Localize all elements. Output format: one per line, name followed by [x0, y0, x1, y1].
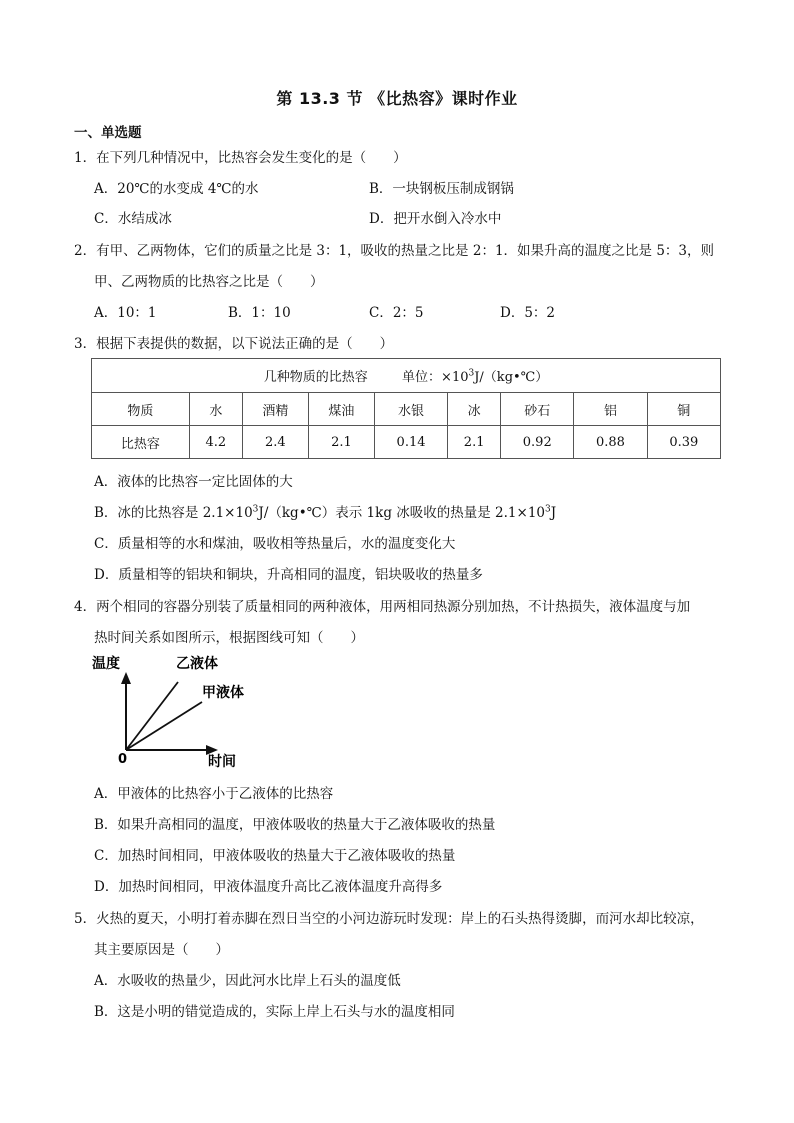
- question-2-stem-line-1: 2．有甲、乙两物体，它们的质量之比是 3：1，吸收的热量之比是 2：1．如果升高的温度之比是 5：3，则: [74, 243, 714, 259]
- y-axis-label: 温度: [92, 656, 120, 672]
- table-cell: 物质: [92, 393, 190, 426]
- question-4-option-b: B．如果升高相同的温度，甲液体吸收的热量大于乙液体吸收的热量: [94, 817, 496, 833]
- question-1-option-a: A．20℃的水变成 4℃的水: [94, 181, 259, 197]
- table-cell: 水: [189, 393, 242, 426]
- table-cell: 0.92: [501, 426, 574, 459]
- line-jia-label: 甲液体: [202, 685, 244, 701]
- x-axis-label: 时间: [208, 754, 236, 770]
- table-cell: 酒精: [242, 393, 308, 426]
- question-1-option-c: C．水结成冰: [94, 211, 172, 227]
- table-cell: 铝: [574, 393, 647, 426]
- question-3-stem: 3．根据下表提供的数据，以下说法正确的是（ ）: [74, 336, 394, 352]
- table-cell: 煤油: [308, 393, 374, 426]
- y-axis-arrow-icon: [121, 672, 131, 684]
- table-header-row: [92, 393, 721, 426]
- question-4-option-d: D．加热时间相同，甲液体温度升高比乙液体温度升高得多: [94, 879, 443, 895]
- question-1-option-d: D．把开水倒入冷水中: [369, 211, 502, 227]
- question-3-option-c: C．质量相等的水和煤油，吸收相等热量后，水的温度变化大: [94, 536, 456, 552]
- specific-heat-table: [91, 358, 721, 459]
- question-2-option-c: C．2：5: [369, 305, 424, 321]
- table-cell: 铜: [647, 393, 720, 426]
- question-2-stem-line-2: 甲、乙两物质的比热容之比是（ ）: [94, 274, 324, 290]
- table-cell: 0.88: [574, 426, 647, 459]
- question-2-option-d: D．5：2: [500, 305, 556, 321]
- table-cell: 0.14: [374, 426, 447, 459]
- question-5-option-a: A．水吸收的热量少，因此河水比岸上石头的温度低: [94, 973, 401, 989]
- question-1-option-b: B．一块钢板压制成钢锅: [369, 181, 514, 197]
- table-row: [92, 426, 721, 459]
- question-5-option-b: B．这是小明的错觉造成的，实际上岸上石头与水的温度相同: [94, 1004, 455, 1020]
- question-4-stem-line-1: 4．两个相同的容器分别装了质量相同的两种液体，用两相同热源分别加热，不计热损失，液体温度与加: [74, 599, 691, 615]
- table-cell: 比热容: [92, 426, 190, 459]
- table-cell: 4.2: [189, 426, 242, 459]
- question-3-option-d: D．质量相等的铝块和铜块，升高相同的温度，铝块吸收的热量多: [94, 567, 483, 583]
- question-1-stem: 1．在下列几种情况中，比热容会发生变化的是（ ）: [74, 150, 407, 166]
- table-cell: 2.1: [448, 426, 501, 459]
- question-4-option-c: C．加热时间相同，甲液体吸收的热量大于乙液体吸收的热量: [94, 848, 456, 864]
- question-4-option-a: A．甲液体的比热容小于乙液体的比热容: [94, 786, 334, 802]
- table-cell: 2.1: [308, 426, 374, 459]
- question-5-stem-line-1: 5．火热的夏天，小明打着赤脚在烈日当空的小河边游玩时发现：岸上的石头热得烫脚，而河水却比较凉，: [74, 911, 704, 927]
- table-cell: 冰: [448, 393, 501, 426]
- question-2-option-b: B．1：10: [228, 305, 291, 321]
- table-cell: 水银: [374, 393, 447, 426]
- line-yi-label: 乙液体: [176, 656, 218, 672]
- question-2-option-a: A．10：1: [94, 305, 157, 321]
- table-caption: [92, 359, 721, 393]
- question-5-stem-line-2: 其主要原因是（ ）: [94, 942, 229, 958]
- section-heading: 一、单选题: [74, 125, 142, 141]
- line-jia-liquid: [126, 702, 202, 750]
- origin-label: 0: [118, 752, 128, 767]
- question-4-stem-line-2: 热时间关系如图所示，根据图线可知（ ）: [94, 630, 364, 646]
- table-caption-title: 几种物质的比热容: [263, 370, 368, 385]
- table-caption-unit: 单位：$\times 10^3J/(kg•℃)$: [402, 368, 549, 385]
- question-3-option-a: A．液体的比热容一定比固体的大: [94, 474, 293, 490]
- question-3-option-b: B．冰的比热容是 $2.1\times 10^3J/(kg•℃)$表示 1kg 冰吸收的热量是 $2.1\times 10^3J$: [94, 504, 557, 521]
- table-cell: 0.39: [647, 426, 720, 459]
- table-cell: 2.4: [242, 426, 308, 459]
- line-yi-liquid: [126, 682, 178, 750]
- table-cell: 砂石: [501, 393, 574, 426]
- temperature-time-graph: [90, 652, 260, 770]
- page-title: 第 13.3 节 《比热容》课时作业: [276, 89, 518, 108]
